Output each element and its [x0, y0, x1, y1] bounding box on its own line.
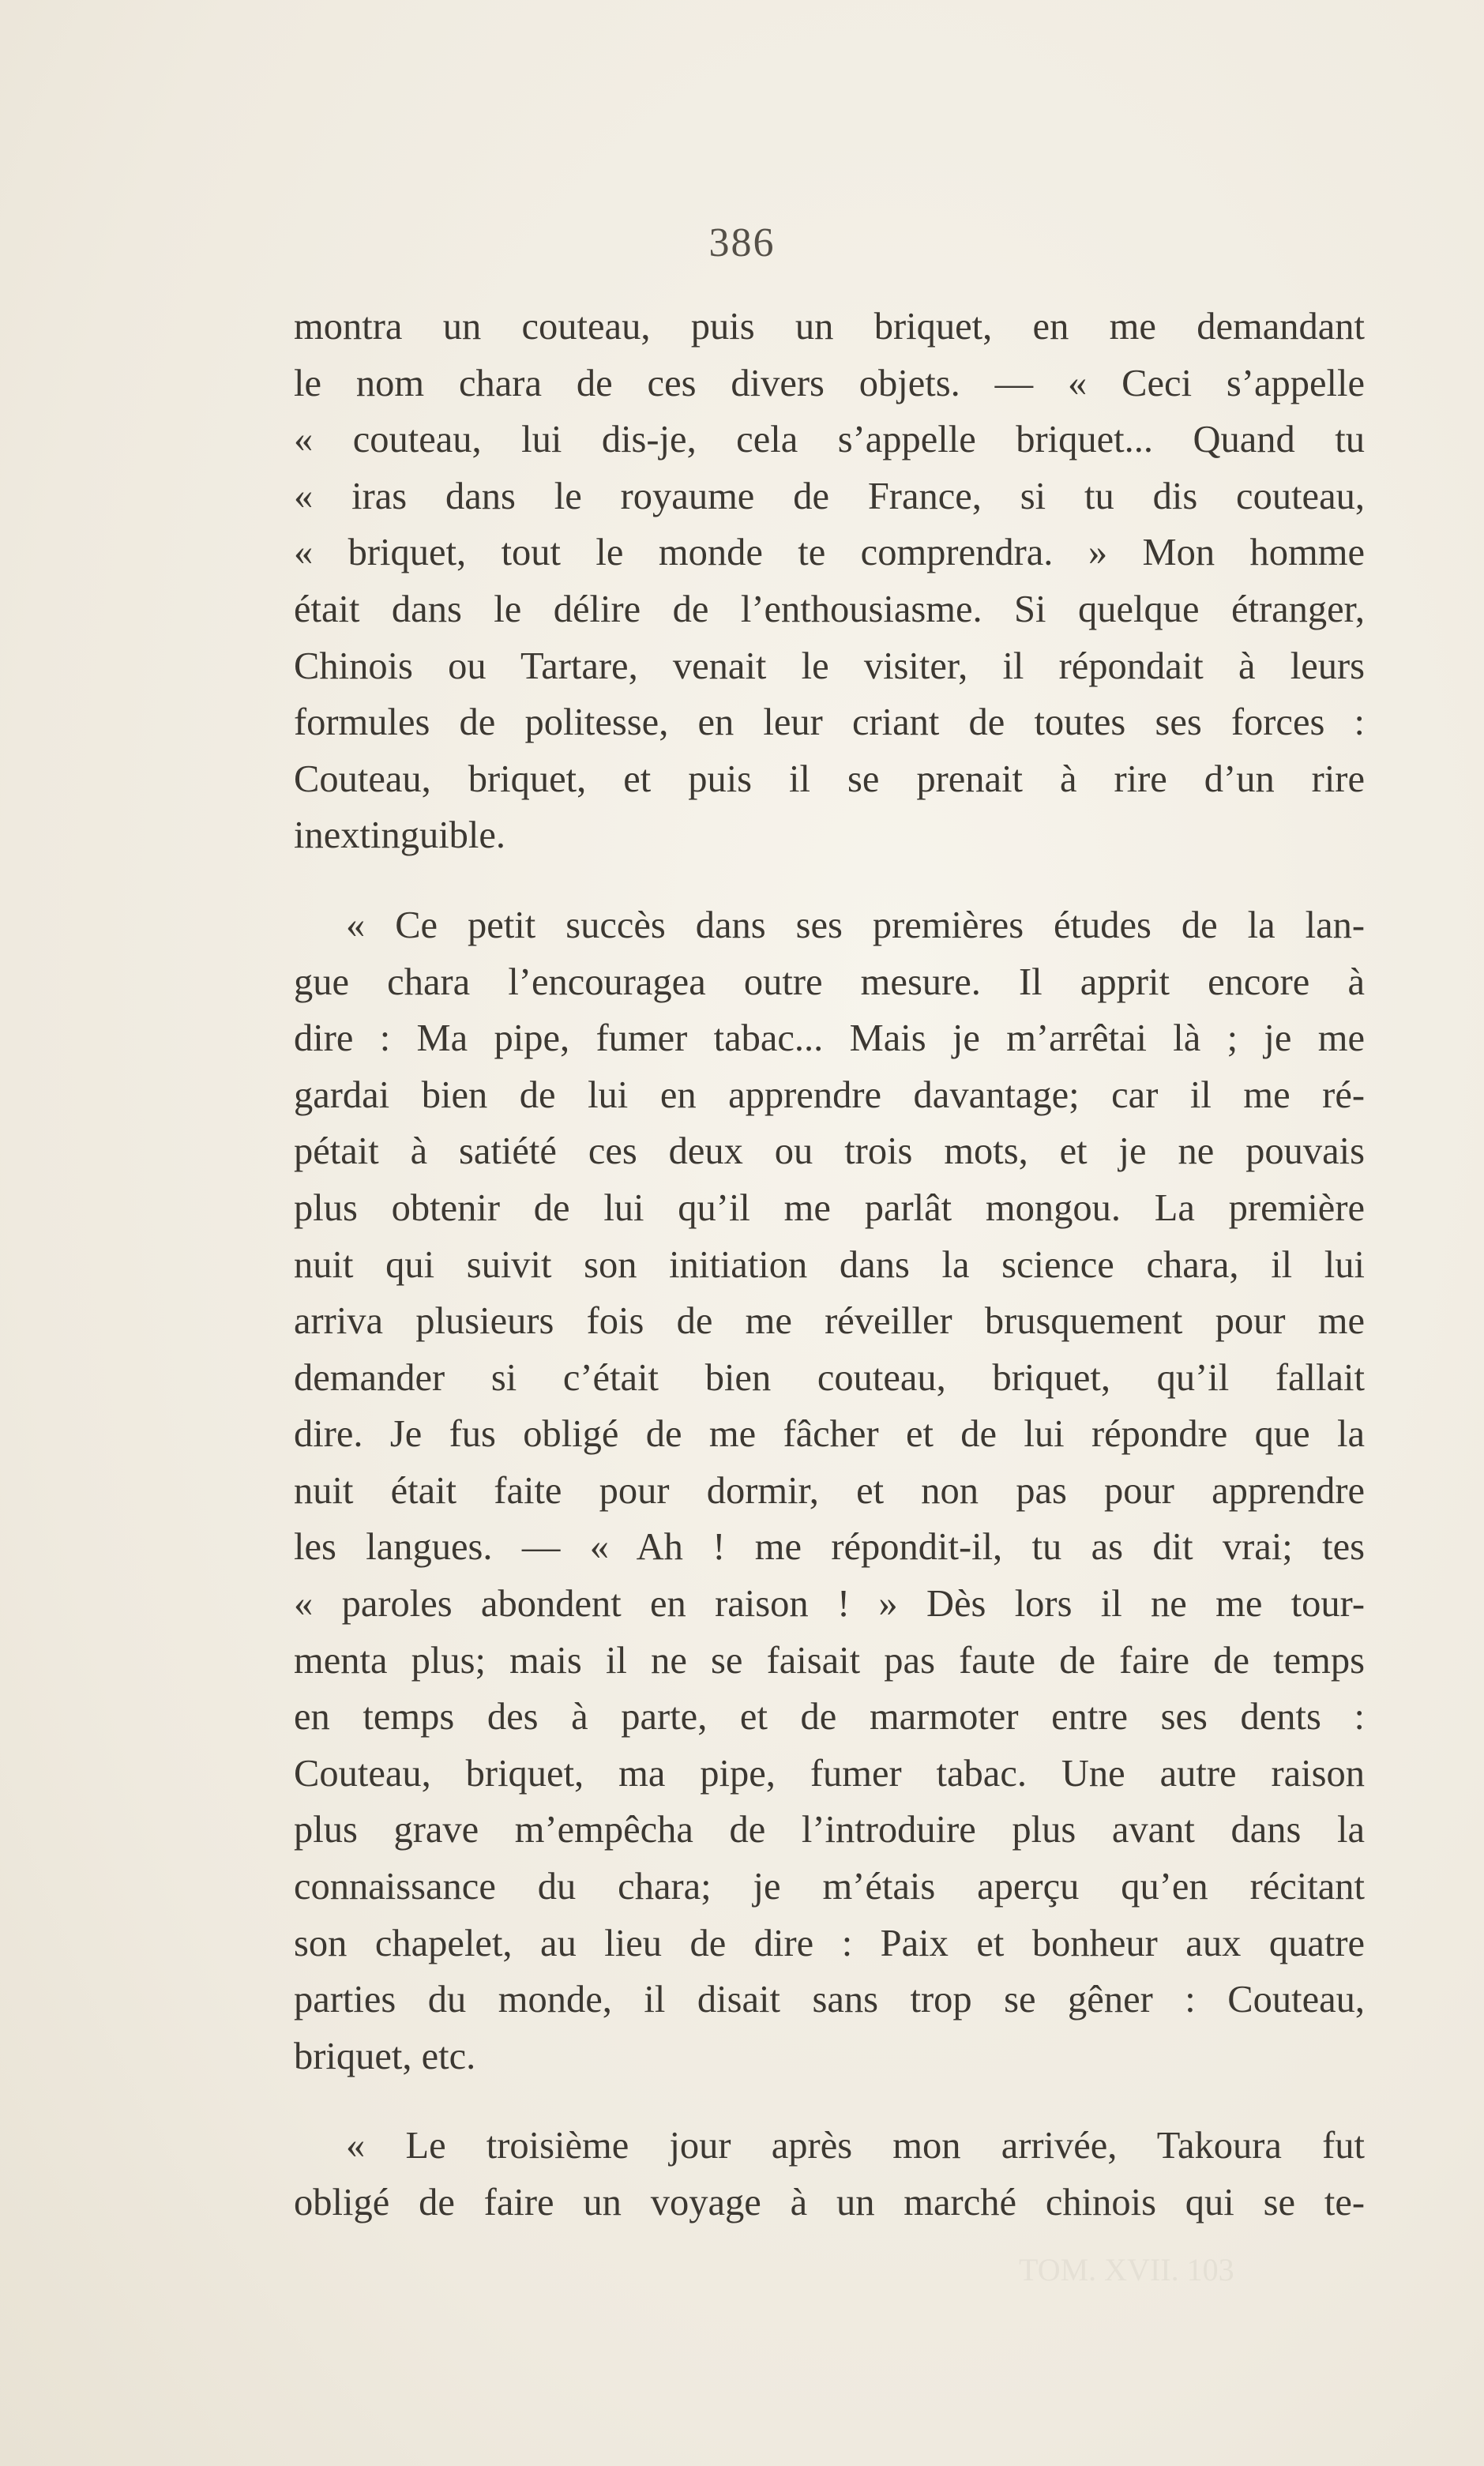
- text-line: Chinois ou Tartare, venait le visiter, il répondait à leurs: [294, 645, 1365, 687]
- text-line: dire : Ma pipe, fumer tabac... Mais je m’arrêtai là ; je me: [294, 1017, 1365, 1060]
- text-line: briquet, etc.: [294, 2035, 476, 2077]
- text-line: « iras dans le royaume de France, si tu dis couteau,: [294, 475, 1365, 517]
- text-line: « paroles abondent en raison ! » Dès lors il ne me tour-: [294, 1583, 1365, 1626]
- text-line: plus grave m’empêcha de l’introduire plus avant dans la: [294, 1809, 1365, 1851]
- paragraph: [294, 299, 1365, 864]
- paragraph-gap: [294, 864, 1365, 897]
- text-line: menta plus; mais il ne se faisait pas faute de faire de temps: [294, 1639, 1365, 1682]
- paragraph: [294, 2118, 1365, 2231]
- page-number: 386: [708, 220, 776, 265]
- text-line: pétait à satiété ces deux ou trois mots, et je ne pouvais: [294, 1130, 1365, 1173]
- paragraph-gap: [294, 2084, 1365, 2118]
- text-line: Couteau, briquet, et puis il se prenait à rire d’un rire: [294, 757, 1365, 800]
- text-line: son chapelet, au lieu de dire : Paix et bonheur aux quatre: [294, 1922, 1365, 1964]
- text-line: gue chara l’encouragea outre mesure. Il apprit encore à: [294, 960, 1365, 1003]
- text-line: dire. Je fus obligé de me fâcher et de lui répondre que la: [294, 1413, 1365, 1456]
- text-line: en temps des à parte, et de marmoter entre ses dents :: [294, 1696, 1365, 1739]
- body-text: [294, 299, 1365, 2231]
- printer-signature: TOM. XVII. 103: [1019, 2252, 1234, 2287]
- paragraph: [294, 897, 1365, 2084]
- text-line: « briquet, tout le monde te comprendra. » Mon homme: [294, 532, 1365, 574]
- text-line: nuit était faite pour dormir, et non pas pour apprendre: [294, 1469, 1365, 1512]
- text-line: nuit qui suivit son initiation dans la science chara, il lui: [294, 1243, 1365, 1286]
- text-line: obligé de faire un voyage à un marché chinois qui se te-: [294, 2182, 1365, 2224]
- text-line: les langues. — « Ah ! me répondit-il, tu as dit vrai; tes: [294, 1526, 1365, 1569]
- text-line: était dans le délire de l’enthousiasme. Si quelque étranger,: [294, 588, 1365, 630]
- text-line: gardai bien de lui en apprendre davantage; car il me ré-: [294, 1073, 1365, 1116]
- text-line: plus obtenir de lui qu’il me parlât mongou. La première: [294, 1186, 1365, 1229]
- text-line: inextinguible.: [294, 814, 506, 857]
- text-line: parties du monde, il disait sans trop se gêner : Couteau,: [294, 1979, 1365, 2021]
- text-line: demander si c’était bien couteau, briquet, qu’il fallait: [294, 1356, 1365, 1399]
- text-line: formules de politesse, en leur criant de toutes ses forces :: [294, 701, 1365, 744]
- text-line: arriva plusieurs fois de me réveiller brusquement pour me: [294, 1300, 1365, 1343]
- text-line: « Ce petit succès dans ses premières études de la lan-: [346, 904, 1365, 946]
- text-line: le nom chara de ces divers objets. — « Ceci s’appelle: [294, 362, 1365, 404]
- text-line: « Le troisième jour après mon arrivée, Takoura fut: [346, 2125, 1365, 2167]
- text-line: connaissance du chara; je m’étais aperçu qu’en récitant: [294, 1866, 1365, 1908]
- text-line: « couteau, lui dis-je, cela s’appelle briquet... Quand tu: [294, 419, 1365, 461]
- text-line: montra un couteau, puis un briquet, en me demandant: [294, 306, 1365, 348]
- text-line: Couteau, briquet, ma pipe, fumer tabac. Une autre raison: [294, 1752, 1365, 1795]
